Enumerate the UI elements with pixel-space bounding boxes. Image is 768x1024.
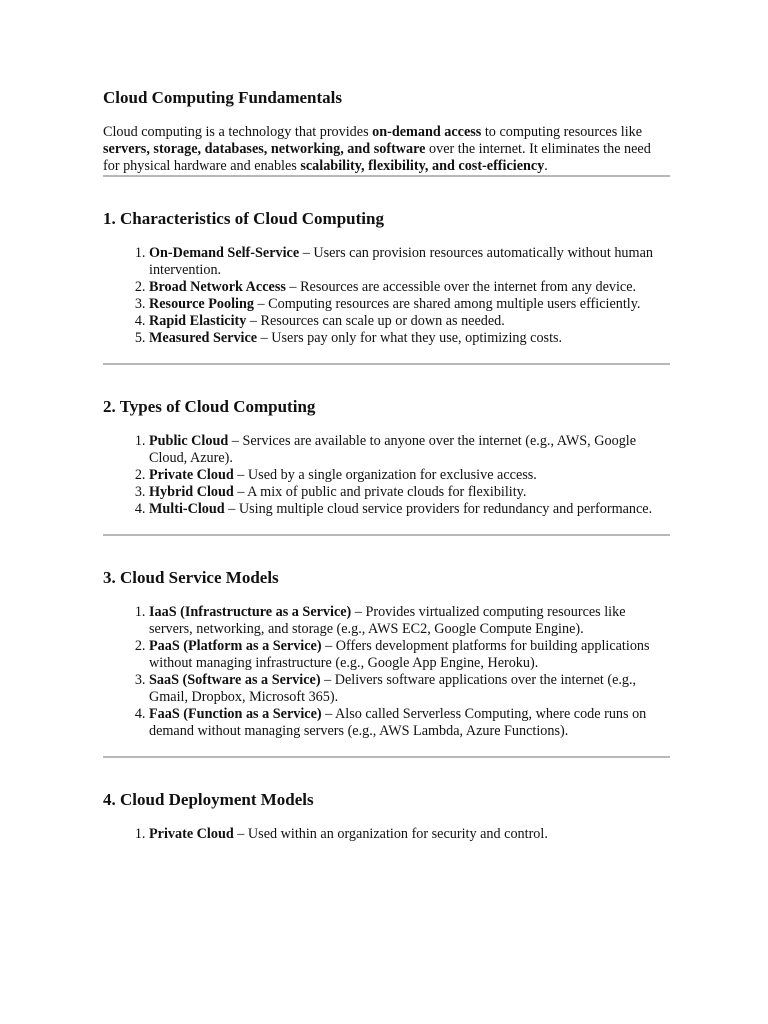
characteristics-list (103, 245, 670, 347)
list-item (149, 433, 670, 467)
list-item (149, 330, 670, 347)
list-item-term: FaaS (Function as a Service) (149, 706, 322, 722)
list-item (149, 467, 670, 484)
list-item-term: On-Demand Self-Service (149, 245, 300, 261)
list-item-term: IaaS (Infrastructure as a Service) (149, 604, 352, 620)
list-item-desc: – Delivers software applications over the internet (e.g., Gmail, Dropbox, Microsoft 365). (149, 672, 637, 705)
list-item-term: Public Cloud (149, 433, 229, 449)
list-item-desc: – Services are available to anyone over the internet (e.g., AWS, Google Cloud, Azure). (149, 433, 637, 466)
list-item-desc: – Used by a single organization for exclusive access. (233, 467, 537, 483)
section-divider (103, 756, 670, 758)
list-item-desc: – Computing resources are shared among multiple users efficiently. (253, 296, 641, 312)
section-divider (103, 363, 670, 365)
intro-text-2: to computing resources like (481, 124, 643, 140)
intro-bold-2: servers, storage, databases, networking, and software (103, 141, 426, 157)
list-item-term: Hybrid Cloud (149, 484, 234, 500)
list-item (149, 296, 670, 313)
section-heading-characteristics: 1. Characteristics of Cloud Computing (103, 209, 384, 228)
section-divider (103, 534, 670, 536)
page-title: Cloud Computing Fundamentals (103, 88, 343, 107)
list-item-desc: – Resources can scale up or down as needed. (246, 313, 505, 329)
list-item-term: Broad Network Access (149, 279, 286, 295)
list-item-desc: – Resources are accessible over the internet from any device. (285, 279, 637, 295)
list-item-desc: – Using multiple cloud service providers for redundancy and performance. (224, 501, 653, 517)
intro-text-3: over the internet. It eliminates the need for physical hardware and enables (103, 141, 651, 174)
list-item-term: Multi-Cloud (149, 501, 225, 517)
deployment-models-list (103, 826, 670, 843)
list-item (149, 279, 670, 296)
intro-text-4: . (544, 158, 548, 174)
list-item-desc: – Offers development platforms for building applications without managing infrastructure (e.g., Google App Engine, Heroku). (149, 638, 650, 671)
section-divider (103, 175, 670, 177)
intro-bold-1: on-demand access (372, 124, 482, 140)
list-item-desc: – Used within an organization for security and control. (233, 826, 548, 842)
intro-paragraph (103, 124, 670, 175)
list-item (149, 313, 670, 330)
list-item-desc: – Also called Serverless Computing, where code runs on demand without managing servers (e.g., AWS Lambda, Azure Functions). (149, 706, 647, 739)
list-item (149, 501, 670, 518)
intro-text-1: Cloud computing is a technology that provides (103, 124, 373, 140)
list-item-desc: – Users can provision resources automatically without human intervention. (149, 245, 653, 278)
list-item-desc: – Provides virtualized computing resources like servers, networking, and storage (e.g., AWS EC2, Google Compute Engine). (149, 604, 626, 637)
list-item-term: Resource Pooling (149, 296, 254, 312)
section-heading-types: 2. Types of Cloud Computing (103, 397, 316, 416)
list-item-term: Private Cloud (149, 467, 234, 483)
list-item-term: Measured Service (149, 330, 258, 346)
list-item-desc: – A mix of public and private clouds for flexibility. (233, 484, 527, 500)
service-models-list (103, 604, 670, 740)
list-item-term: Private Cloud (149, 826, 234, 842)
intro-bold-3: scalability, flexibility, and cost-efficiency (300, 158, 545, 174)
list-item (149, 638, 670, 672)
section-heading-deployment-models: 4. Cloud Deployment Models (103, 790, 314, 809)
list-item-term: PaaS (Platform as a Service) (149, 638, 322, 654)
list-item (149, 672, 670, 706)
list-item (149, 706, 670, 740)
list-item-term: Rapid Elasticity (149, 313, 247, 329)
list-item-desc: – Users pay only for what they use, optimizing costs. (257, 330, 563, 346)
list-item (149, 604, 670, 638)
list-item (149, 245, 670, 279)
types-list (103, 433, 670, 518)
section-heading-service-models: 3. Cloud Service Models (103, 568, 279, 587)
list-item (149, 826, 670, 843)
list-item (149, 484, 670, 501)
list-item-term: SaaS (Software as a Service) (149, 672, 321, 688)
